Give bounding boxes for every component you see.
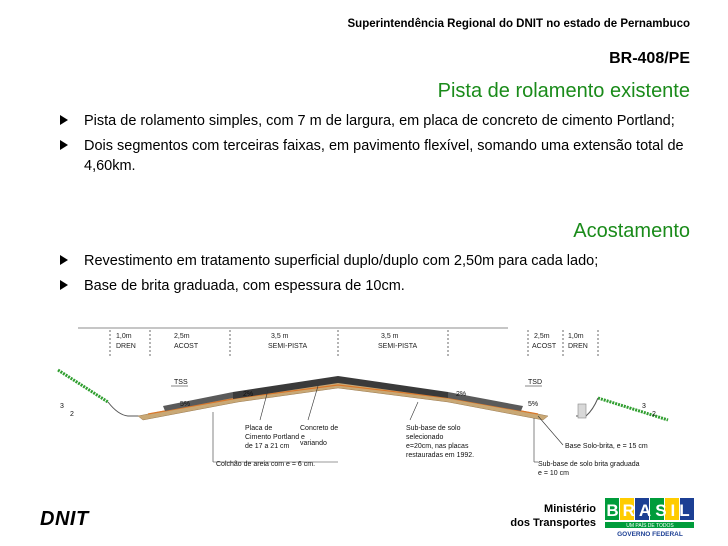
brasil-slogan: UM PAÍS DE TODOS xyxy=(626,523,674,529)
width-dren-left: 1,0m xyxy=(116,333,132,340)
note-subbase-brita-1: Sub-base de solo brita graduada xyxy=(538,461,640,468)
note-placa-2: Cimento Portland e xyxy=(245,434,305,441)
left-verge-slope xyxy=(58,370,108,402)
section-title-acostamento: Acostamento xyxy=(573,220,690,242)
label-tsd: TSD xyxy=(528,379,542,386)
note-concreto-2: variando xyxy=(300,440,327,447)
note-placa-3: de 17 a 21 cm xyxy=(245,443,290,450)
bullet-item: Pista de rolamento simples, com 7 m de largura, em placa de concreto de cimento Portland; xyxy=(60,111,690,131)
label-ratio-left-b: 2 xyxy=(70,411,74,418)
width-acost-right: 2,5m xyxy=(534,333,550,340)
label-dren-left: DREN xyxy=(116,343,136,350)
note-placa-1: Placa de xyxy=(245,425,273,432)
label-ratio-left: 3 xyxy=(60,403,64,410)
label-slope-right: 2% xyxy=(456,391,467,398)
width-semipista-left: 3,5 m xyxy=(271,333,289,340)
bullet-list-pista xyxy=(60,111,690,181)
label-acost-left: ACOST xyxy=(174,343,199,350)
ministerio-line-2: dos Transportes xyxy=(510,517,596,529)
bullet-arrow-icon xyxy=(60,140,68,150)
right-verge-slope xyxy=(598,398,668,420)
bullet-arrow-icon xyxy=(60,115,68,125)
label-acost-right: ACOST xyxy=(532,343,557,350)
label-slope-left: 2% xyxy=(243,391,254,398)
brasil-wordmark: BRASIL xyxy=(606,501,694,520)
bullet-arrow-icon xyxy=(60,255,68,265)
bullet-item: Dois segmentos com terceiras faixas, em pavimento flexível, somando uma extensão total de 4,60km. xyxy=(60,136,690,176)
label-semipista-left: SEMI-PISTA xyxy=(268,343,308,350)
left-ditch xyxy=(108,402,148,416)
header-org: Superintendência Regional do DNIT no estado de Pernambuco xyxy=(347,18,690,30)
label-ratio-right-b: 2 xyxy=(652,411,656,418)
note-subbase-1: Sub-base de solo xyxy=(406,425,461,432)
bullet-item: Base de brita graduada, com espessura de 10cm. xyxy=(60,276,690,296)
label-semipista-right: SEMI-PISTA xyxy=(378,343,418,350)
ministerio-label xyxy=(510,502,596,530)
label-tss: TSS xyxy=(174,379,188,386)
road-cross-section-diagram xyxy=(38,320,678,480)
ministerio-line-1: Ministério xyxy=(544,503,596,515)
note-subbase-2: selecionado xyxy=(406,434,444,441)
label-shoulder-slope-right: 5% xyxy=(528,401,539,408)
width-semipista-right: 3,5 m xyxy=(381,333,399,340)
note-subbase-4: restauradas em 1992. xyxy=(406,452,475,459)
governo-federal: GOVERNO FEDERAL xyxy=(617,531,683,538)
note-subbase-3: e=20cm, nas placas xyxy=(406,443,469,450)
label-shoulder-slope-left: 5% xyxy=(180,401,191,408)
label-dren-right: DREN xyxy=(568,343,588,350)
note-base-solo: Base Solo-brita, e = 15 cm xyxy=(565,443,648,450)
note-subbase-brita-2: e = 10 cm xyxy=(538,470,569,477)
brasil-government-logo xyxy=(604,496,696,538)
road-code: BR-408/PE xyxy=(609,50,690,67)
width-dren-right: 1,0m xyxy=(568,333,584,340)
bullet-item: Revestimento em tratamento superficial duplo/duplo com 2,50m para cada lado; xyxy=(60,251,690,271)
label-ratio-right: 3 xyxy=(642,403,646,410)
section-title-pista: Pista de rolamento existente xyxy=(437,80,690,102)
right-curb xyxy=(578,404,586,418)
dnit-logo: DNIT xyxy=(40,508,89,530)
note-concreto-1: Concreto de xyxy=(300,425,339,432)
bullet-arrow-icon xyxy=(60,280,68,290)
width-acost-left: 2,5m xyxy=(174,333,190,340)
note-colchao: Colchão de areia com e = 6 cm. xyxy=(216,461,316,468)
bullet-list-acostamento xyxy=(60,251,690,301)
